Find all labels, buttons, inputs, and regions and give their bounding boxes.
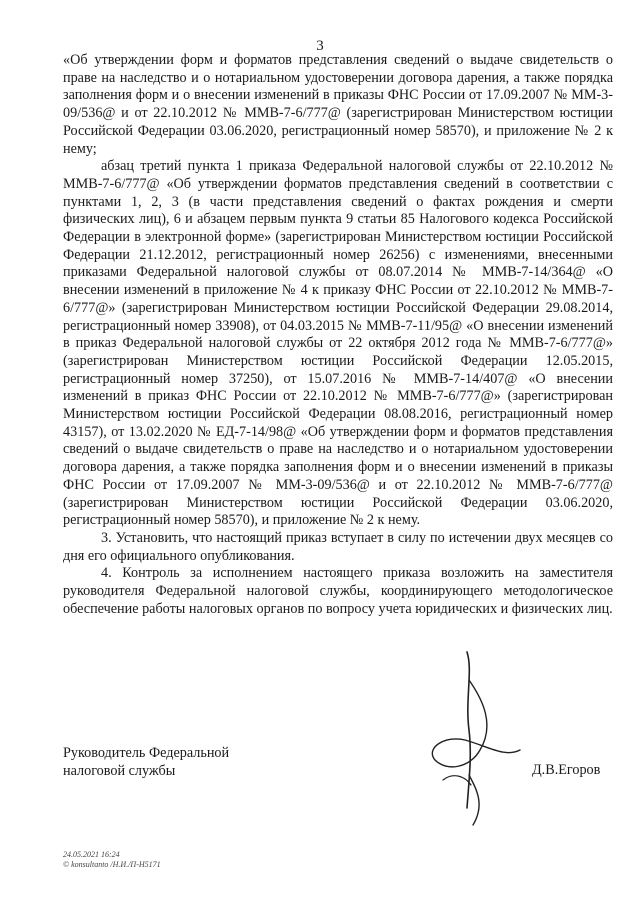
signatory-title — [63, 744, 229, 780]
footer-id: © konsultanto /Н.И./П-Н5171 — [63, 860, 161, 869]
signatory-name: Д.В.Егоров — [532, 762, 601, 778]
signatory-title-line1: Руководитель Федеральной — [63, 745, 230, 761]
paragraph-continuation: «Об утверждении форм и форматов представления сведений о выдаче свидетельств о праве на наследство и о нотариальном удостоверении договора дарения, а также порядка заполнения форм и о внесении изменений в приказы ФНС России от 17.09.2007 № ММ-3-09/536@ и от 22.10.2012 № ММВ-7-6/777@ (зарегистрирован Министерством юстиции Российской Федерации 03.06.2020, регистрационный номер 58570), и приложение № 2 к нему; — [63, 52, 613, 157]
document-body — [63, 52, 613, 619]
paragraph-abzac-tretiy: абзац третий пункта 1 приказа Федеральной налоговой службы от 22.10.2012 № ММВ-7-6/777@ «Об утверждении форматов представления сведений в соответствии с пунктами 1, 2, 3 (в части представления сведений о фактах рождения и смерти физических лиц), 6 и абзацем первым пункта 9 статьи 85 Налогового кодекса Российской Федерации в электронной форме» (зарегистрирован Министерством юстиции Российской Федерации 21.12.2012, регистрационный номер 26256) с изменениями, внесенными приказами Федеральной налоговой службы от 08.07.2014 № ММВ-7-14/364@ «О внесении изменений в приложение № 4 к приказу ФНС России от 22.10.2012 № ММВ-7-6/777@» (зарегистрирован Министерством юстиции Российской Федерации 29.08.2014, регистрационный номер 33908), от 04.03.2015 № ММВ-7-11/95@ «О внесении изменений в приказ Федеральной налоговой службы от 22 октября 2012 года № ММВ-7-6/777@» (зарегистрирован Министерством юстиции Российской Федерации 12.05.2015, регистрационный номер 37250), от 15.07.2016 № ММВ-7-14/407@ «О внесении изменений в приказ ФНС России от 22.10.2012 № ММВ-7-6/777@» (зарегистрирован Министерством юстиции Российской Федерации 08.08.2016, регистрационный номер 43157), от 13.02.2020 № ЕД-7-14/98@ «Об утверждении форм и форматов представления сведений о выдаче свидетельств о праве на наследство и о нотариальном удостоверении договора дарения, а также порядка заполнения форм и о внесении изменений в приказы ФНС России от 17.09.2007 № ММ-3-09/536@ и от 22.10.2012 № ММВ-7-6/777@ (зарегистрирован Министерством юстиции Российской Федерации 03.06.2020, регистрационный номер 58570), и приложение № 2 к нему. — [63, 158, 613, 529]
paragraph-item-4: 4. Контроль за исполнением настоящего приказа возложить на заместителя руководителя Федеральной налоговой службы, координирующего методологическое обеспечение работы налоговых органов по вопросу учета юридических и физических лиц. — [63, 565, 613, 617]
footer-date: 24.05.2021 16:24 — [63, 850, 120, 859]
page-number: 3 — [316, 38, 324, 54]
handwritten-signature — [425, 640, 535, 830]
document-footer — [63, 850, 161, 870]
paragraph-item-3: 3. Установить, что настоящий приказ вступает в силу по истечении двух месяцев со дня его официального опубликования. — [63, 529, 613, 564]
signatory-title-line2: налоговой службы — [63, 763, 176, 779]
